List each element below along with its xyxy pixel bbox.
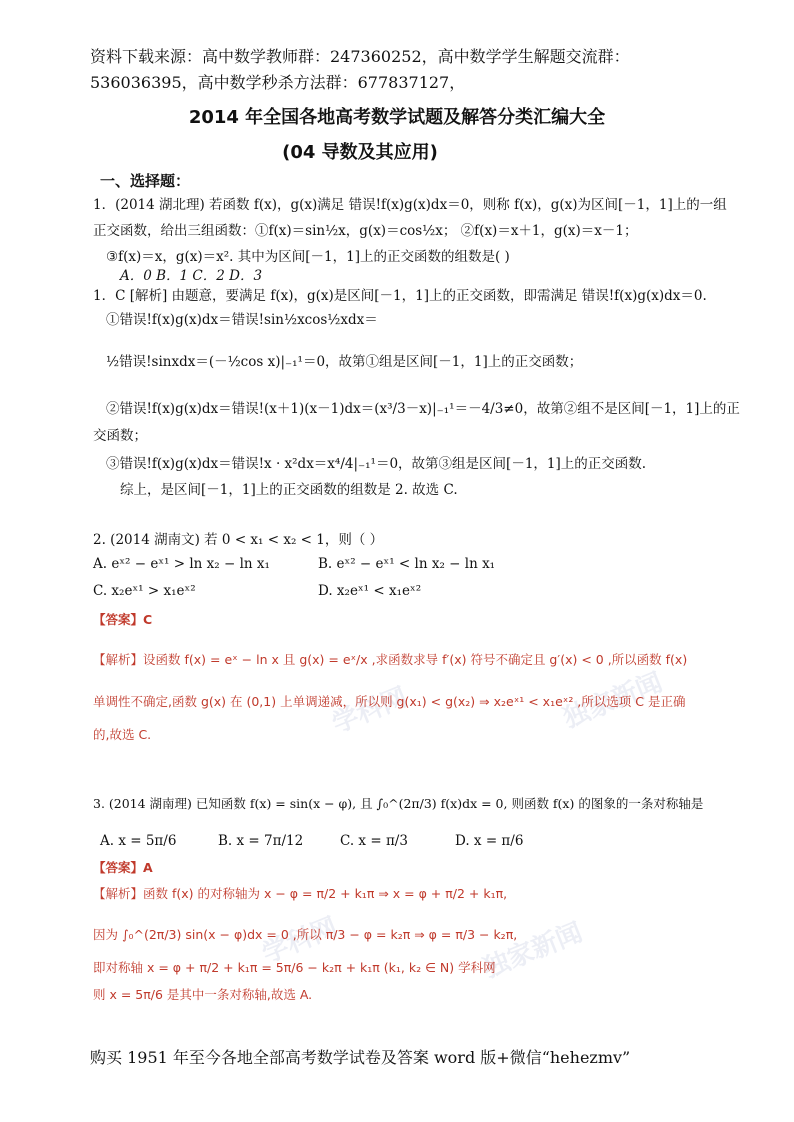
q2-option-c: C. x₂eˣ¹ > x₁eˣ² — [93, 583, 196, 599]
header-line-1: 资料下载来源：高中数学教师群：247360252，高中数学学生解题交流群： — [90, 47, 630, 66]
q2-option-d: D. x₂eˣ¹ < x₁eˣ² — [318, 583, 422, 599]
q2-option-b: B. eˣ² − eˣ¹ < ln x₂ − ln x₁ — [318, 556, 496, 572]
q3-option-d: D. x = π/6 — [455, 833, 524, 849]
a2-answer: 【答案】C — [93, 612, 153, 627]
q3-option-c: C. x = π/3 — [340, 833, 408, 849]
a3-line-2: 因为 ∫₀^(2π/3) sin(x − φ)dx = 0 ,所以 π/3 − φ = k₂π ⇒ φ = π/3 − k₂π, — [93, 927, 518, 942]
watermark: 独家新闻 — [559, 667, 667, 735]
a1-line-4: ②错误!f(x)g(x)dx＝错误!(x＋1)(x－1)dx＝(x³/3－x)|₋₁¹＝－4/3≠0，故第②组不是区间[－1，1]上的正 — [106, 401, 740, 417]
q1-line-3: ③f(x)＝x，g(x)＝x². 其中为区间[－1，1]上的正交函数的组数是( ) — [106, 249, 510, 265]
page-title: 2014 年全国各地高考数学试题及解答分类汇编大全 — [188, 107, 606, 128]
section-heading: 一、选择题： — [100, 172, 191, 190]
a2-line-2: 单调性不确定,函数 g(x) 在 (0,1) 上单调递减，所以则 g(x₁) < g(x₂) ⇒ x₂eˣ¹ < x₁eˣ² ,所以选项 C 是正确 — [93, 694, 686, 709]
q1-line-1: 1．(2014 湖北理) 若函数 f(x)，g(x)满足 错误!f(x)g(x)dx＝0，则称 f(x)，g(x)为区间[－1，1]上的一组 — [93, 197, 727, 213]
a1-line-1: 1．C [解析] 由题意，要满足 f(x)，g(x)是区间[－1，1]上的正交函数，即需满足 错误!f(x)g(x)dx＝0. — [93, 288, 707, 304]
q3-line-1: 3. (2014 湖南理) 已知函数 f(x) = sin(x − φ), 且 ∫₀^(2π/3) f(x)dx = 0, 则函数 f(x) 的图象的一条对称轴是 — [93, 796, 704, 811]
watermark: 学科网 — [328, 682, 412, 740]
a1-line-6: ③错误!f(x)g(x)dx＝错误!x · x²dx＝x⁴/4|₋₁¹＝0，故第③组是区间[－1，1]上的正交函数. — [106, 456, 647, 472]
page-subtitle: (04 导数及其应用) — [282, 142, 438, 163]
a1-line-5: 交函数； — [93, 428, 147, 444]
header-line-2: 536036395，高中数学秒杀方法群：677837127， — [90, 73, 466, 92]
q2-line-1: 2. (2014 湖南文) 若 0 < x₁ < x₂ < 1，则（ ） — [93, 532, 384, 548]
a1-line-7: 综上，是区间[－1，1]上的正交函数的组数是 2. 故选 C. — [120, 482, 458, 498]
a1-line-3: ½错误!sinxdx＝(－½cos x)|₋₁¹＝0，故第①组是区间[－1，1]上的正交函数； — [106, 354, 583, 370]
a2-line-3: 的,故选 C. — [93, 727, 152, 742]
watermark: 独家新闻 — [479, 917, 587, 985]
a1-line-2: ①错误!f(x)g(x)dx＝错误!sin½xcos½xdx＝ — [106, 312, 378, 328]
q1-line-2: 正交函数，给出三组函数：①f(x)＝sin½x，g(x)＝cos½x； ②f(x)＝x＋1，g(x)＝x－1； — [93, 223, 638, 239]
watermark: 学科网 — [258, 912, 342, 970]
q3-option-b: B. x = 7π/12 — [218, 833, 304, 849]
q3-option-a: A. x = 5π/6 — [100, 833, 177, 849]
a3-line-3: 即对称轴 x = φ + π/2 + k₁π = 5π/6 − k₂π + k₁π (k₁, k₂ ∈ N) 学科网 — [93, 960, 496, 975]
a3-line-4: 则 x = 5π/6 是其中一条对称轴,故选 A. — [93, 987, 313, 1002]
a2-line-1: 【解析】设函数 f(x) = eˣ − ln x 且 g(x) = eˣ/x ,求函数求导 f′(x) 符号不确定且 g′(x) < 0 ,所以函数 f(x) — [93, 652, 688, 667]
q1-options: A．0 B．1 C．2 D．3 — [120, 268, 263, 284]
q2-option-a: A. eˣ² − eˣ¹ > ln x₂ − ln x₁ — [93, 556, 270, 572]
footer-note: 购买 1951 年至今各地全部高考数学试卷及答案 word 版+微信“hehezmv” — [90, 1048, 631, 1067]
a3-answer: 【答案】A — [93, 860, 153, 875]
a3-line-1: 【解析】函数 f(x) 的对称轴为 x − φ = π/2 + k₁π ⇒ x = φ + π/2 + k₁π, — [93, 886, 508, 901]
